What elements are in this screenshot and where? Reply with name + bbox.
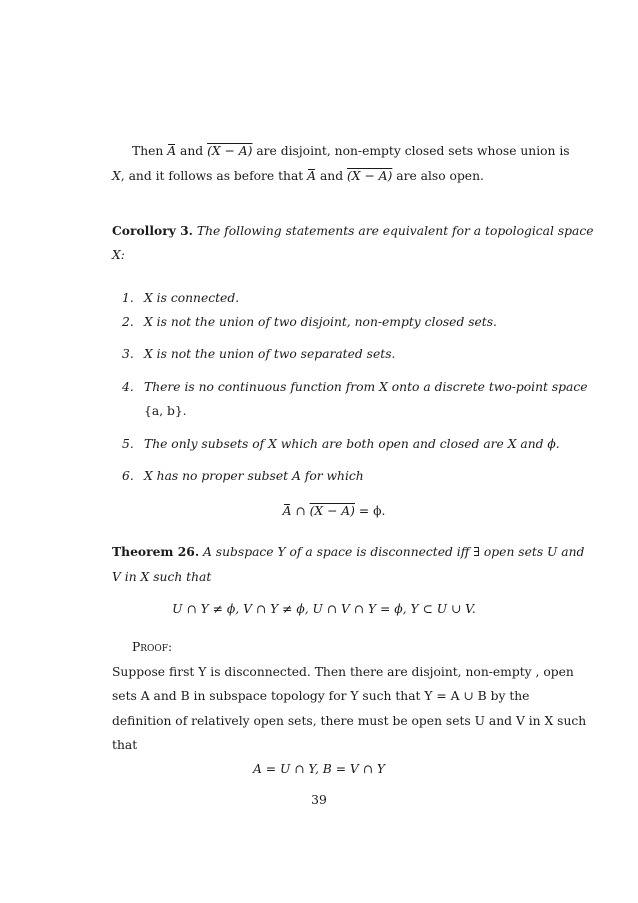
list-item xyxy=(122,314,497,330)
text: Then xyxy=(132,144,168,158)
paragraph-line xyxy=(112,737,137,753)
corollary-heading-cont xyxy=(112,247,125,263)
list-number: 6. xyxy=(122,469,134,483)
text: are also open. xyxy=(392,169,484,183)
paragraph-line xyxy=(112,688,529,704)
paragraph-line xyxy=(112,713,586,729)
math-x: X xyxy=(112,169,121,183)
math-a-bar: A xyxy=(307,169,317,183)
text: and xyxy=(316,169,347,183)
list-item xyxy=(122,346,395,362)
text: = ϕ. xyxy=(354,504,386,518)
display-equation xyxy=(0,761,638,777)
text: definition of relatively open sets, there must be open sets U and V in X such xyxy=(112,714,587,728)
page-number xyxy=(0,792,638,808)
paragraph-line xyxy=(112,168,484,184)
math-closure: (X − A) xyxy=(207,144,253,158)
list-text: X is not the union of two disjoint, non-empty closed sets. xyxy=(144,315,497,329)
list-text: The only subsets of X which are both open and closed are X and ϕ. xyxy=(144,437,560,451)
list-text: {a, b}. xyxy=(144,404,187,418)
list-item xyxy=(122,290,239,306)
list-text: X is not the union of two separated sets. xyxy=(144,347,396,361)
math-a-bar: A xyxy=(167,144,177,158)
theorem-heading xyxy=(112,544,584,560)
text: Suppose first Y is disconnected. Then there are disjoint, non-empty , open xyxy=(112,665,574,679)
theorem-label: Theorem 26. xyxy=(112,544,200,559)
math-a-bar: A xyxy=(282,504,292,518)
text: V in X such that xyxy=(112,570,212,584)
equation-text: U ∩ Y ≠ ϕ, V ∩ Y ≠ ϕ, U ∩ V ∩ Y = ϕ, Y ⊂ U ∪ V. xyxy=(172,602,476,616)
text: ∩ xyxy=(291,504,310,518)
list-item-cont xyxy=(144,403,187,419)
equation-text: A = U ∩ Y, B = V ∩ Y xyxy=(252,762,386,776)
list-item xyxy=(122,436,560,452)
theorem-cont xyxy=(112,569,211,585)
proof-label xyxy=(132,639,172,655)
text: and xyxy=(176,144,208,158)
text: 39 xyxy=(311,793,327,807)
text: sets A and B in subspace topology for Y such that Y = A ∪ B by the xyxy=(112,689,530,703)
corollary-heading xyxy=(112,223,594,239)
list-number: 1. xyxy=(122,291,134,305)
list-text: There is no continuous function from X onto a discrete two-point space xyxy=(144,380,588,394)
math-closure: (X − A) xyxy=(309,504,355,518)
text: are disjoint, non-empty closed sets whose union is xyxy=(252,144,570,158)
text: that xyxy=(112,738,138,752)
text: , and it follows as before that xyxy=(120,169,308,183)
text: A subspace Y of a space is disconnected iff ∃ open sets U and xyxy=(199,545,585,559)
list-item xyxy=(122,379,588,395)
text: Proof: xyxy=(132,640,173,654)
text: X: xyxy=(112,248,125,262)
list-number: 4. xyxy=(122,380,134,394)
list-text: X has no proper subset A for which xyxy=(144,469,364,483)
paragraph-line xyxy=(132,143,570,159)
list-number: 3. xyxy=(122,347,134,361)
display-equation xyxy=(0,601,638,617)
list-number: 2. xyxy=(122,315,134,329)
display-equation xyxy=(0,503,638,519)
list-text: X is connected. xyxy=(144,291,240,305)
paragraph-line xyxy=(112,664,574,680)
list-item xyxy=(122,468,364,484)
text: The following statements are equivalent for a topological space xyxy=(192,224,594,238)
list-number: 5. xyxy=(122,437,134,451)
math-closure: (X − A) xyxy=(346,169,393,183)
corollary-label: Corollory 3. xyxy=(112,223,193,238)
